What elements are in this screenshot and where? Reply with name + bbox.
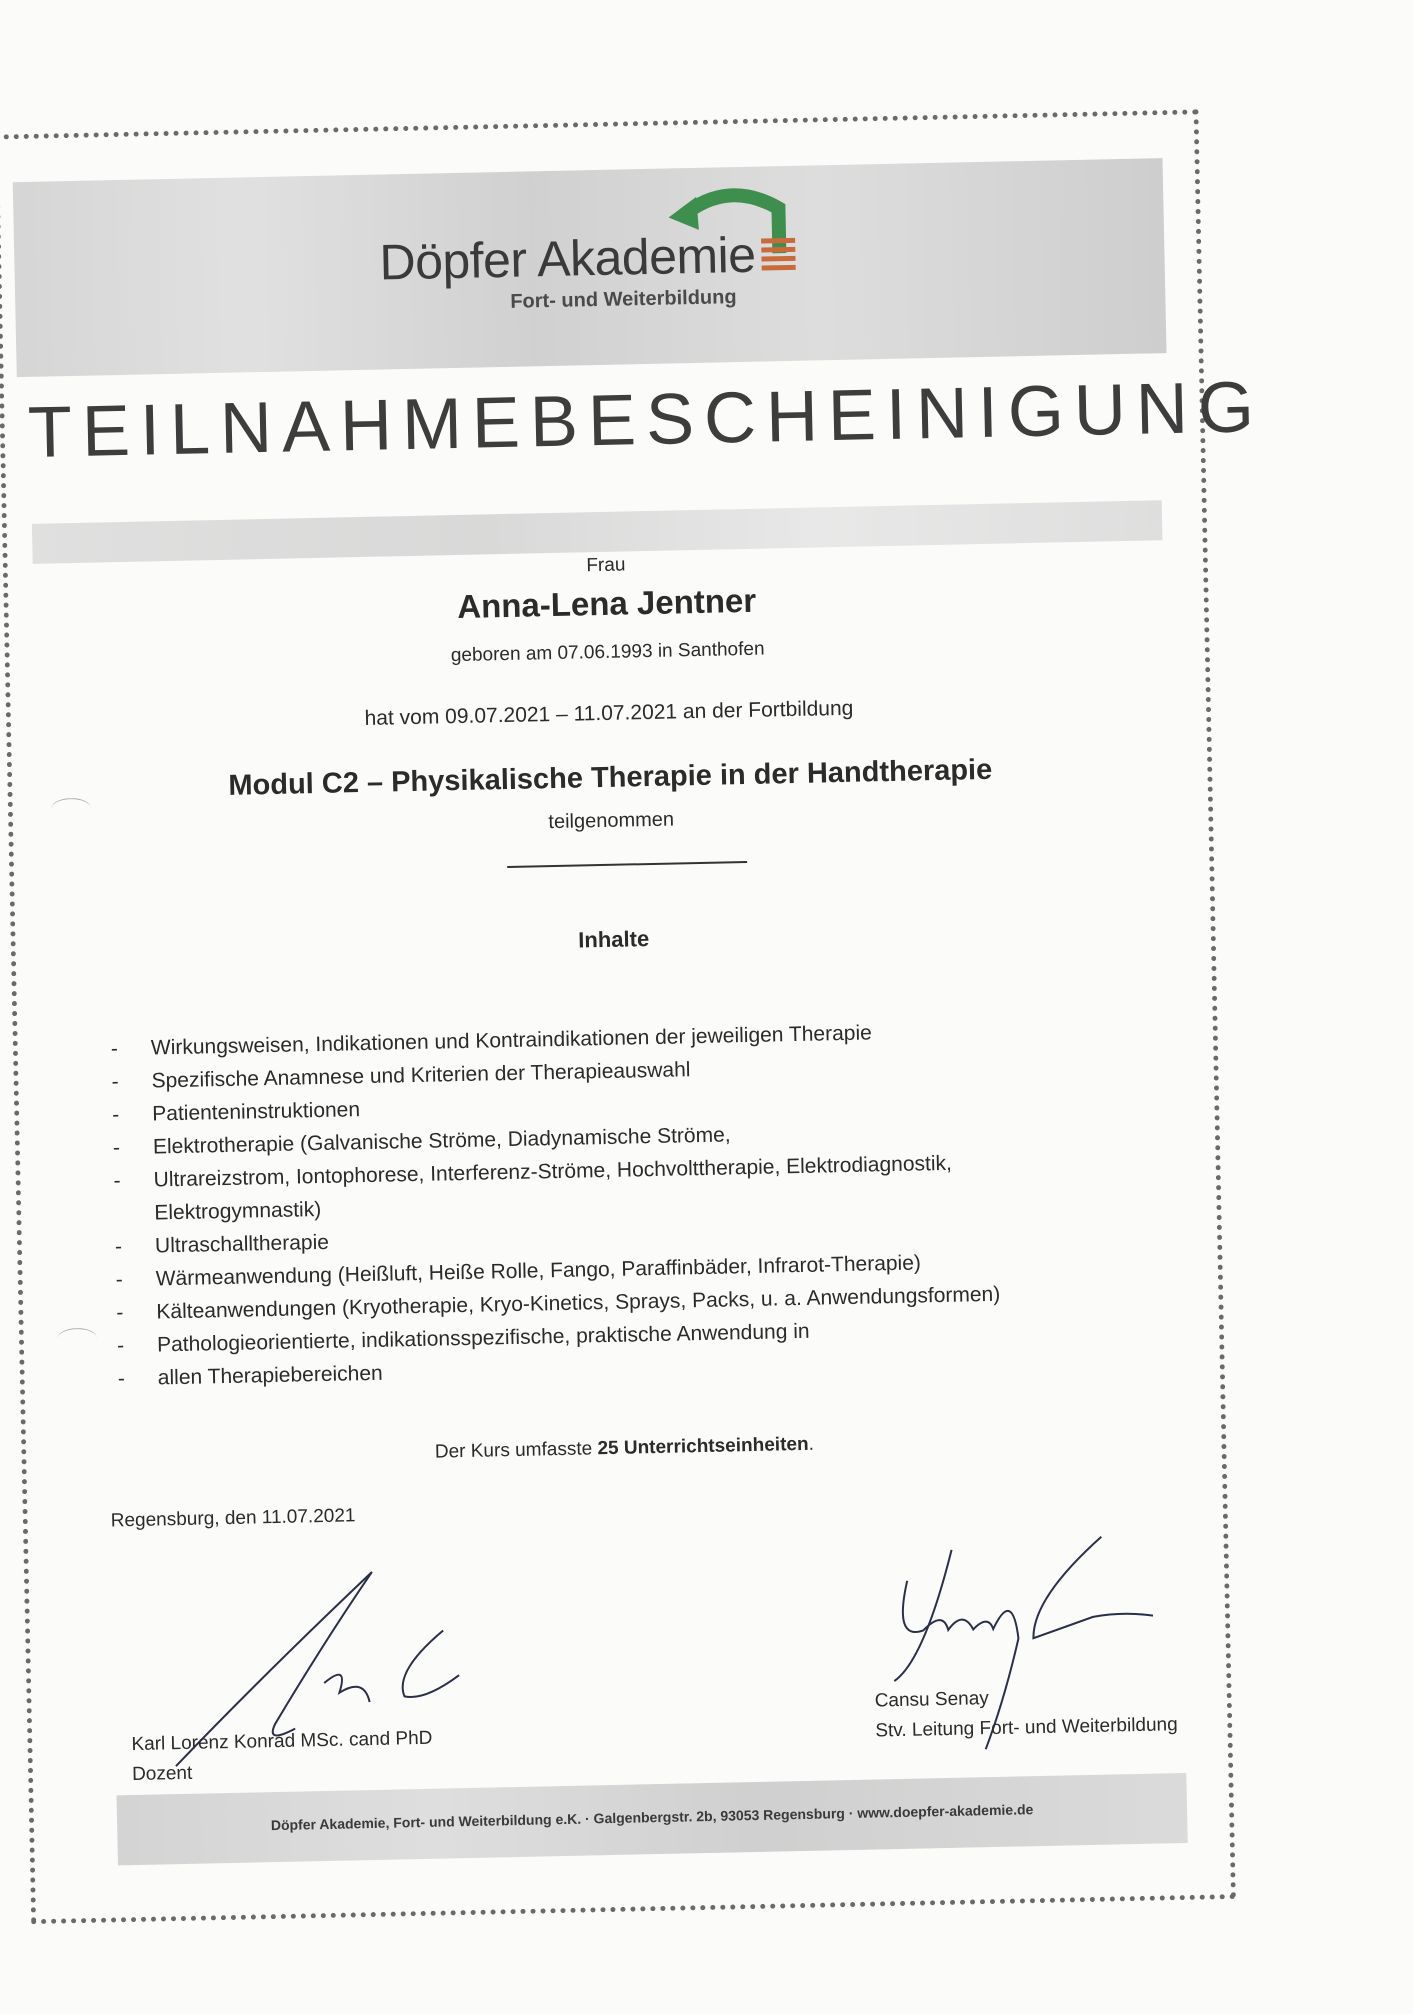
list-item: - Patienteninstruktionen: [112, 1098, 361, 1127]
list-item: - Elektrotherapie (Galvanische Ströme, Diadynamische Ströme,: [112, 1123, 731, 1160]
logo-name: Döpfer Akademie: [378, 226, 757, 291]
list-item: - Kälteanwendungen (Kryotherapie, Kryo-Kinetics, Sprays, Packs, u. a. Anwendungsformen): [116, 1282, 1001, 1325]
participant-name: Anna-Lena Jentner: [456, 581, 757, 625]
list-item: - Ultraschalltherapie: [114, 1230, 330, 1259]
footer-address: Döpfer Akademie, Fort- und Weiterbildung e.K. · Galgenbergstr. 2b, 93053 Regensburg · www.doepfer-akademie.de: [270, 1801, 1034, 1834]
list-item: - Ultrareizstrom, Iontophorese, Interferenz-Ströme, Hochvolttherapie, Elektrodiagnostik,: [113, 1151, 953, 1193]
list-item: Elektrogymnastik): [154, 1197, 322, 1225]
signer-right: [874, 1680, 1178, 1746]
signer-left: [131, 1724, 433, 1790]
list-item: - Pathologieorientierte, indikationsspezifische, praktische Anwendung in: [116, 1319, 810, 1358]
logo-subtitle: Fort- und Weiterbildung: [510, 286, 737, 313]
list-item: - Wirkungsweisen, Indikationen und Kontraindikationen der jeweiligen Therapie: [110, 1021, 873, 1061]
list-item: - Spezifische Anamnese und Kriterien der Therapieauswahl: [111, 1058, 691, 1094]
course-units-line: Der Kurs umfasste 25 Unterrichtseinheiten.: [434, 1433, 815, 1463]
signer-left-name: Karl Lorenz Konrad MSc. cand PhD: [131, 1727, 433, 1756]
course-units: 25 Unterrichtseinheiten: [597, 1433, 809, 1460]
period-line: hat vom 09.07.2021 – 11.07.2021 an der Fortbildung: [364, 696, 854, 730]
place-date: Regensburg, den 11.07.2021: [110, 1505, 356, 1532]
list-item: - Wärmeanwendung (Heißluft, Heiße Rolle, Fango, Paraffinbäder, Infrarot-Therapie): [115, 1251, 922, 1292]
signer-right-name: Cansu Senay: [874, 1688, 989, 1712]
birth-line: geboren am 07.06.1993 in Santhofen: [450, 638, 765, 667]
module-title: Modul C2 – Physikalische Therapie in der Handtherapie: [228, 753, 993, 802]
contents-list: [111, 1014, 1002, 1395]
list-item: - allen Therapiebereichen: [117, 1361, 383, 1391]
signer-left-role: Dozent: [131, 1762, 193, 1786]
logo: [378, 182, 821, 331]
participated-text: teilgenommen: [548, 808, 675, 834]
contents-heading: Inhalte: [578, 926, 650, 953]
signer-right-role: Stv. Leitung Fort- und Weiterbildung: [875, 1714, 1178, 1742]
salutation: Frau: [586, 554, 626, 577]
certificate-title: TEILNAHMEBESCHEINIGUNG: [27, 367, 1265, 473]
